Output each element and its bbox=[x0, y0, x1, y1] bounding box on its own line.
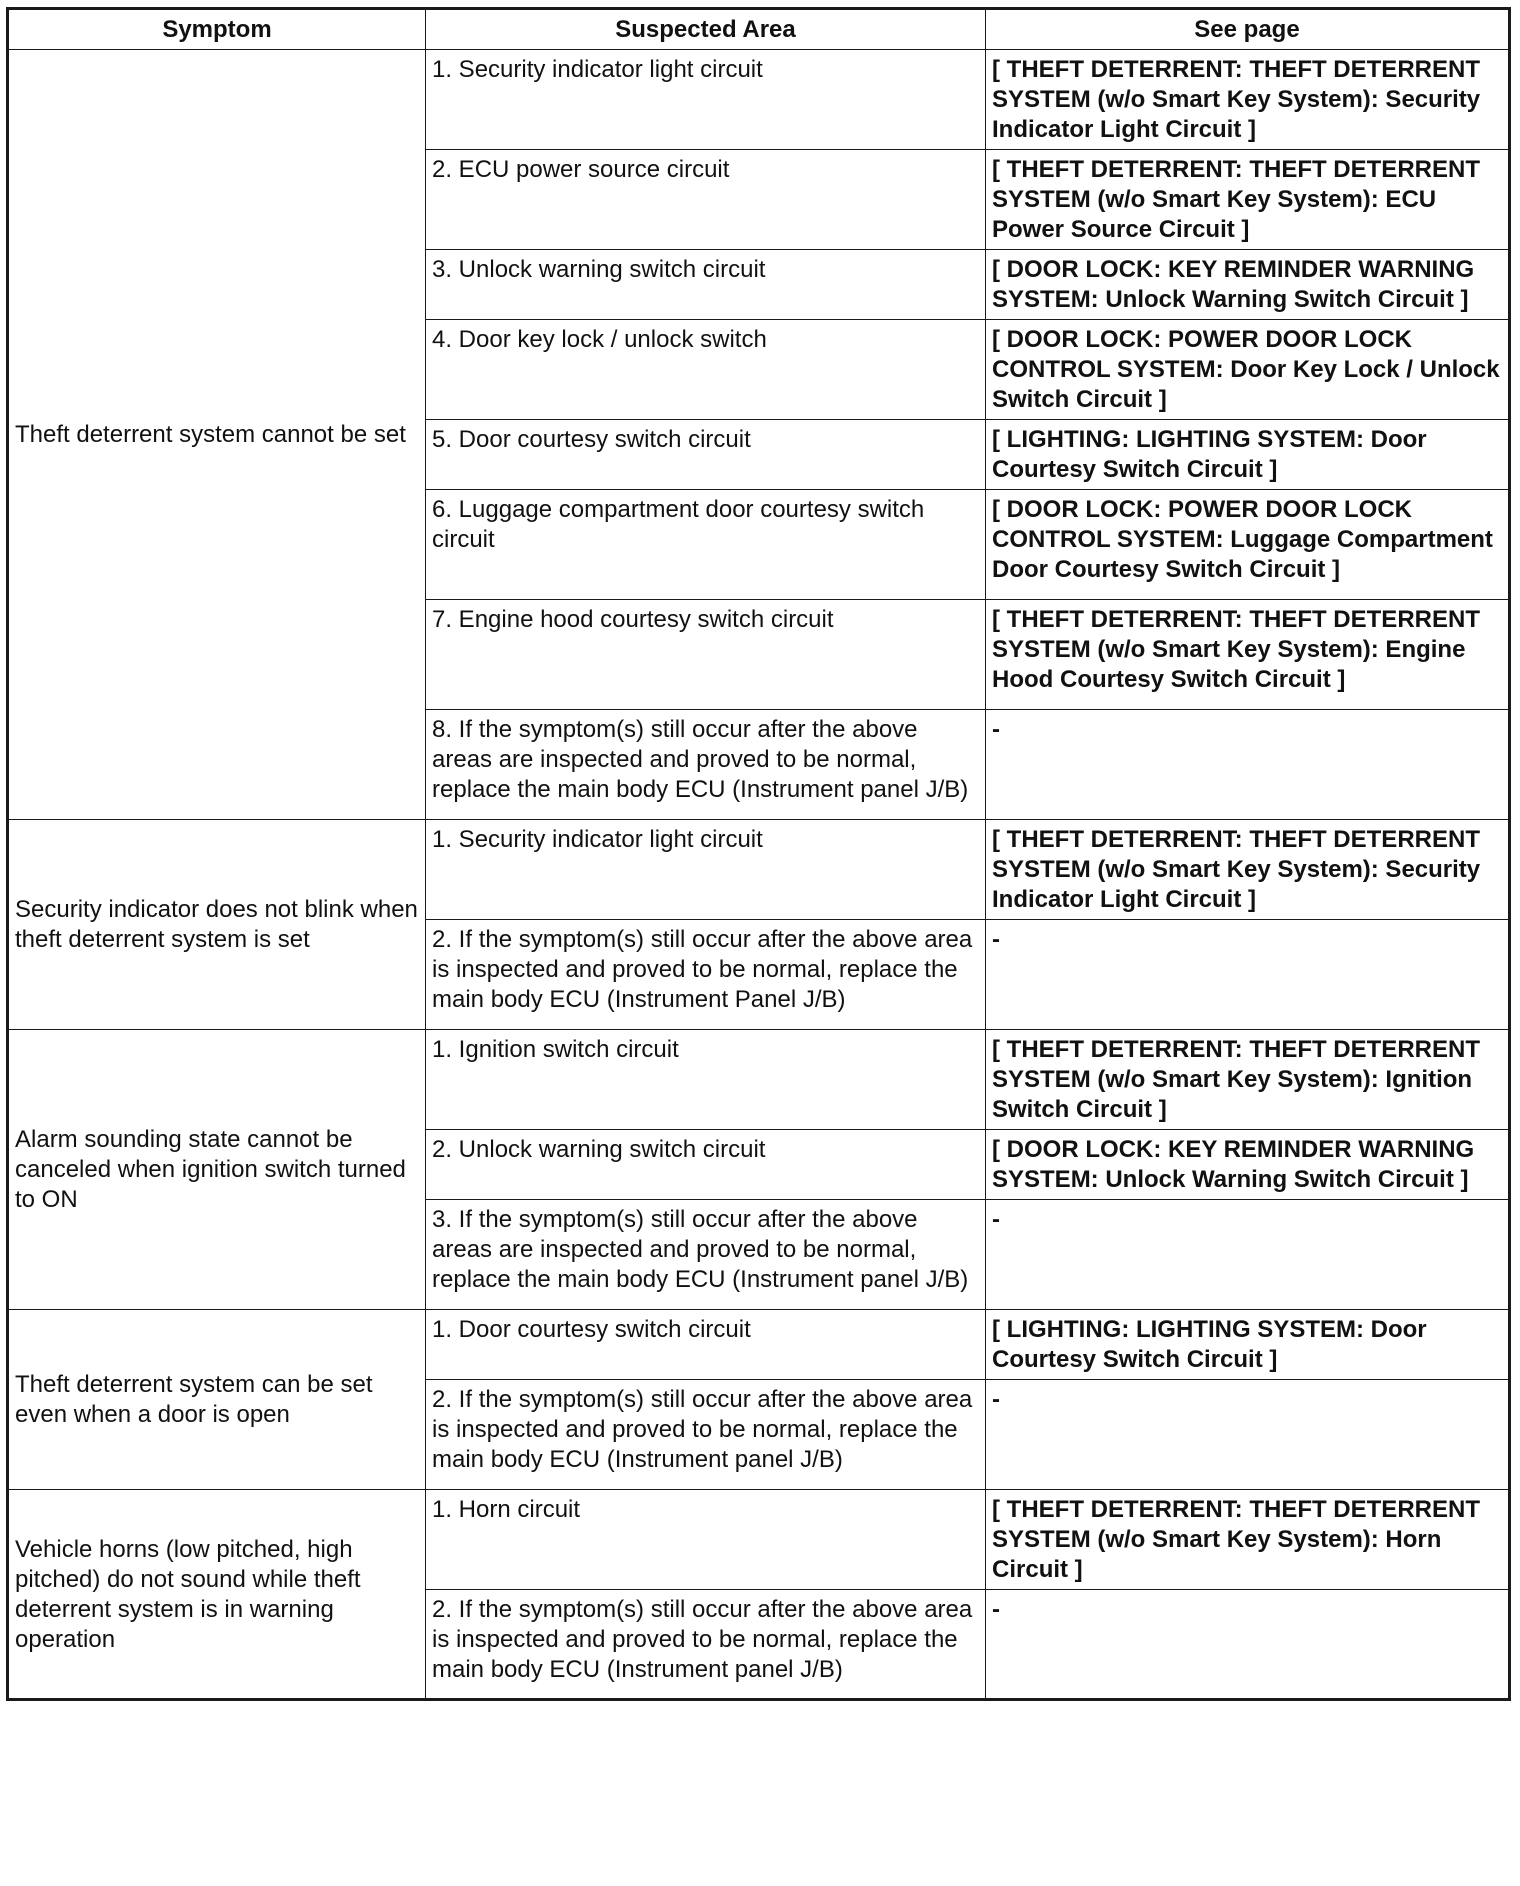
suspected-area-cell: 2. If the symptom(s) still occur after the above area is inspected and proved to be normal, replace the main body ECU (Instrument panel J/B) bbox=[426, 1590, 986, 1700]
see-page-link[interactable]: [ DOOR LOCK: POWER DOOR LOCK CONTROL SYSTEM: Door Key Lock / Unlock Switch Circuit ] bbox=[986, 320, 1510, 420]
see-page-cell: - bbox=[986, 1590, 1510, 1700]
header-see-page: See page bbox=[986, 9, 1510, 50]
suspected-area-cell: 6. Luggage compartment door courtesy switch circuit bbox=[426, 490, 986, 600]
see-page-link[interactable]: [ THEFT DETERRENT: THEFT DETERRENT SYSTEM (w/o Smart Key System): Ignition Switch Circuit ] bbox=[986, 1030, 1510, 1130]
see-page-link[interactable]: [ LIGHTING: LIGHTING SYSTEM: Door Courtesy Switch Circuit ] bbox=[986, 1310, 1510, 1380]
see-page-link[interactable]: [ THEFT DETERRENT: THEFT DETERRENT SYSTEM (w/o Smart Key System): Horn Circuit ] bbox=[986, 1490, 1510, 1590]
see-page-cell: - bbox=[986, 1380, 1510, 1490]
suspected-area-cell: 2. ECU power source circuit bbox=[426, 150, 986, 250]
problem-symptoms-table bbox=[6, 7, 1511, 1701]
see-page-cell: - bbox=[986, 710, 1510, 820]
suspected-area-cell: 1. Security indicator light circuit bbox=[426, 820, 986, 920]
problem-symptoms-table-frame bbox=[6, 7, 1508, 1701]
see-page-cell: - bbox=[986, 920, 1510, 1030]
table-row bbox=[8, 1310, 1510, 1380]
suspected-area-cell: 3. Unlock warning switch circuit bbox=[426, 250, 986, 320]
suspected-area-cell: 2. If the symptom(s) still occur after the above area is inspected and proved to be normal, replace the main body ECU (Instrument panel J/B) bbox=[426, 1380, 986, 1490]
symptom-cell: Theft deterrent system can be set even when a door is open bbox=[8, 1310, 426, 1490]
table-row bbox=[8, 1490, 1510, 1590]
see-page-link[interactable]: [ DOOR LOCK: KEY REMINDER WARNING SYSTEM: Unlock Warning Switch Circuit ] bbox=[986, 1130, 1510, 1200]
see-page-link[interactable]: [ THEFT DETERRENT: THEFT DETERRENT SYSTEM (w/o Smart Key System): Engine Hood Courtesy Switch Circuit ] bbox=[986, 600, 1510, 710]
suspected-area-cell: 7. Engine hood courtesy switch circuit bbox=[426, 600, 986, 710]
suspected-area-cell: 5. Door courtesy switch circuit bbox=[426, 420, 986, 490]
suspected-area-cell: 1. Ignition switch circuit bbox=[426, 1030, 986, 1130]
see-page-link[interactable]: [ THEFT DETERRENT: THEFT DETERRENT SYSTEM (w/o Smart Key System): Security Indicator Light Circuit ] bbox=[986, 50, 1510, 150]
header-suspected-area: Suspected Area bbox=[426, 9, 986, 50]
table-row bbox=[8, 820, 1510, 920]
suspected-area-cell: 4. Door key lock / unlock switch bbox=[426, 320, 986, 420]
see-page-link[interactable]: [ DOOR LOCK: POWER DOOR LOCK CONTROL SYSTEM: Luggage Compartment Door Courtesy Switch Circuit ] bbox=[986, 490, 1510, 600]
symptom-cell: Vehicle horns (low pitched, high pitched) do not sound while theft deterrent system is in warning operation bbox=[8, 1490, 426, 1700]
see-page-link[interactable]: [ LIGHTING: LIGHTING SYSTEM: Door Courtesy Switch Circuit ] bbox=[986, 420, 1510, 490]
see-page-link[interactable]: [ THEFT DETERRENT: THEFT DETERRENT SYSTEM (w/o Smart Key System): Security Indicator Light Circuit ] bbox=[986, 820, 1510, 920]
symptom-cell: Theft deterrent system cannot be set bbox=[8, 50, 426, 820]
suspected-area-cell: 1. Security indicator light circuit bbox=[426, 50, 986, 150]
symptom-cell: Alarm sounding state cannot be canceled when ignition switch turned to ON bbox=[8, 1030, 426, 1310]
see-page-link[interactable]: [ DOOR LOCK: KEY REMINDER WARNING SYSTEM: Unlock Warning Switch Circuit ] bbox=[986, 250, 1510, 320]
see-page-cell: - bbox=[986, 1200, 1510, 1310]
symptom-cell: Security indicator does not blink when theft deterrent system is set bbox=[8, 820, 426, 1030]
suspected-area-cell: 2. Unlock warning switch circuit bbox=[426, 1130, 986, 1200]
table-row bbox=[8, 1030, 1510, 1130]
suspected-area-cell: 2. If the symptom(s) still occur after the above area is inspected and proved to be normal, replace the main body ECU (Instrument Panel J/B) bbox=[426, 920, 986, 1030]
suspected-area-cell: 1. Door courtesy switch circuit bbox=[426, 1310, 986, 1380]
suspected-area-cell: 1. Horn circuit bbox=[426, 1490, 986, 1590]
see-page-link[interactable]: [ THEFT DETERRENT: THEFT DETERRENT SYSTEM (w/o Smart Key System): ECU Power Source Circuit ] bbox=[986, 150, 1510, 250]
suspected-area-cell: 8. If the symptom(s) still occur after the above areas are inspected and proved to be normal, replace the main body ECU (Instrument panel J/B) bbox=[426, 710, 986, 820]
header-row bbox=[8, 9, 1510, 50]
table-row bbox=[8, 50, 1510, 150]
suspected-area-cell: 3. If the symptom(s) still occur after the above areas are inspected and proved to be normal, replace the main body ECU (Instrument panel J/B) bbox=[426, 1200, 986, 1310]
header-symptom: Symptom bbox=[8, 9, 426, 50]
